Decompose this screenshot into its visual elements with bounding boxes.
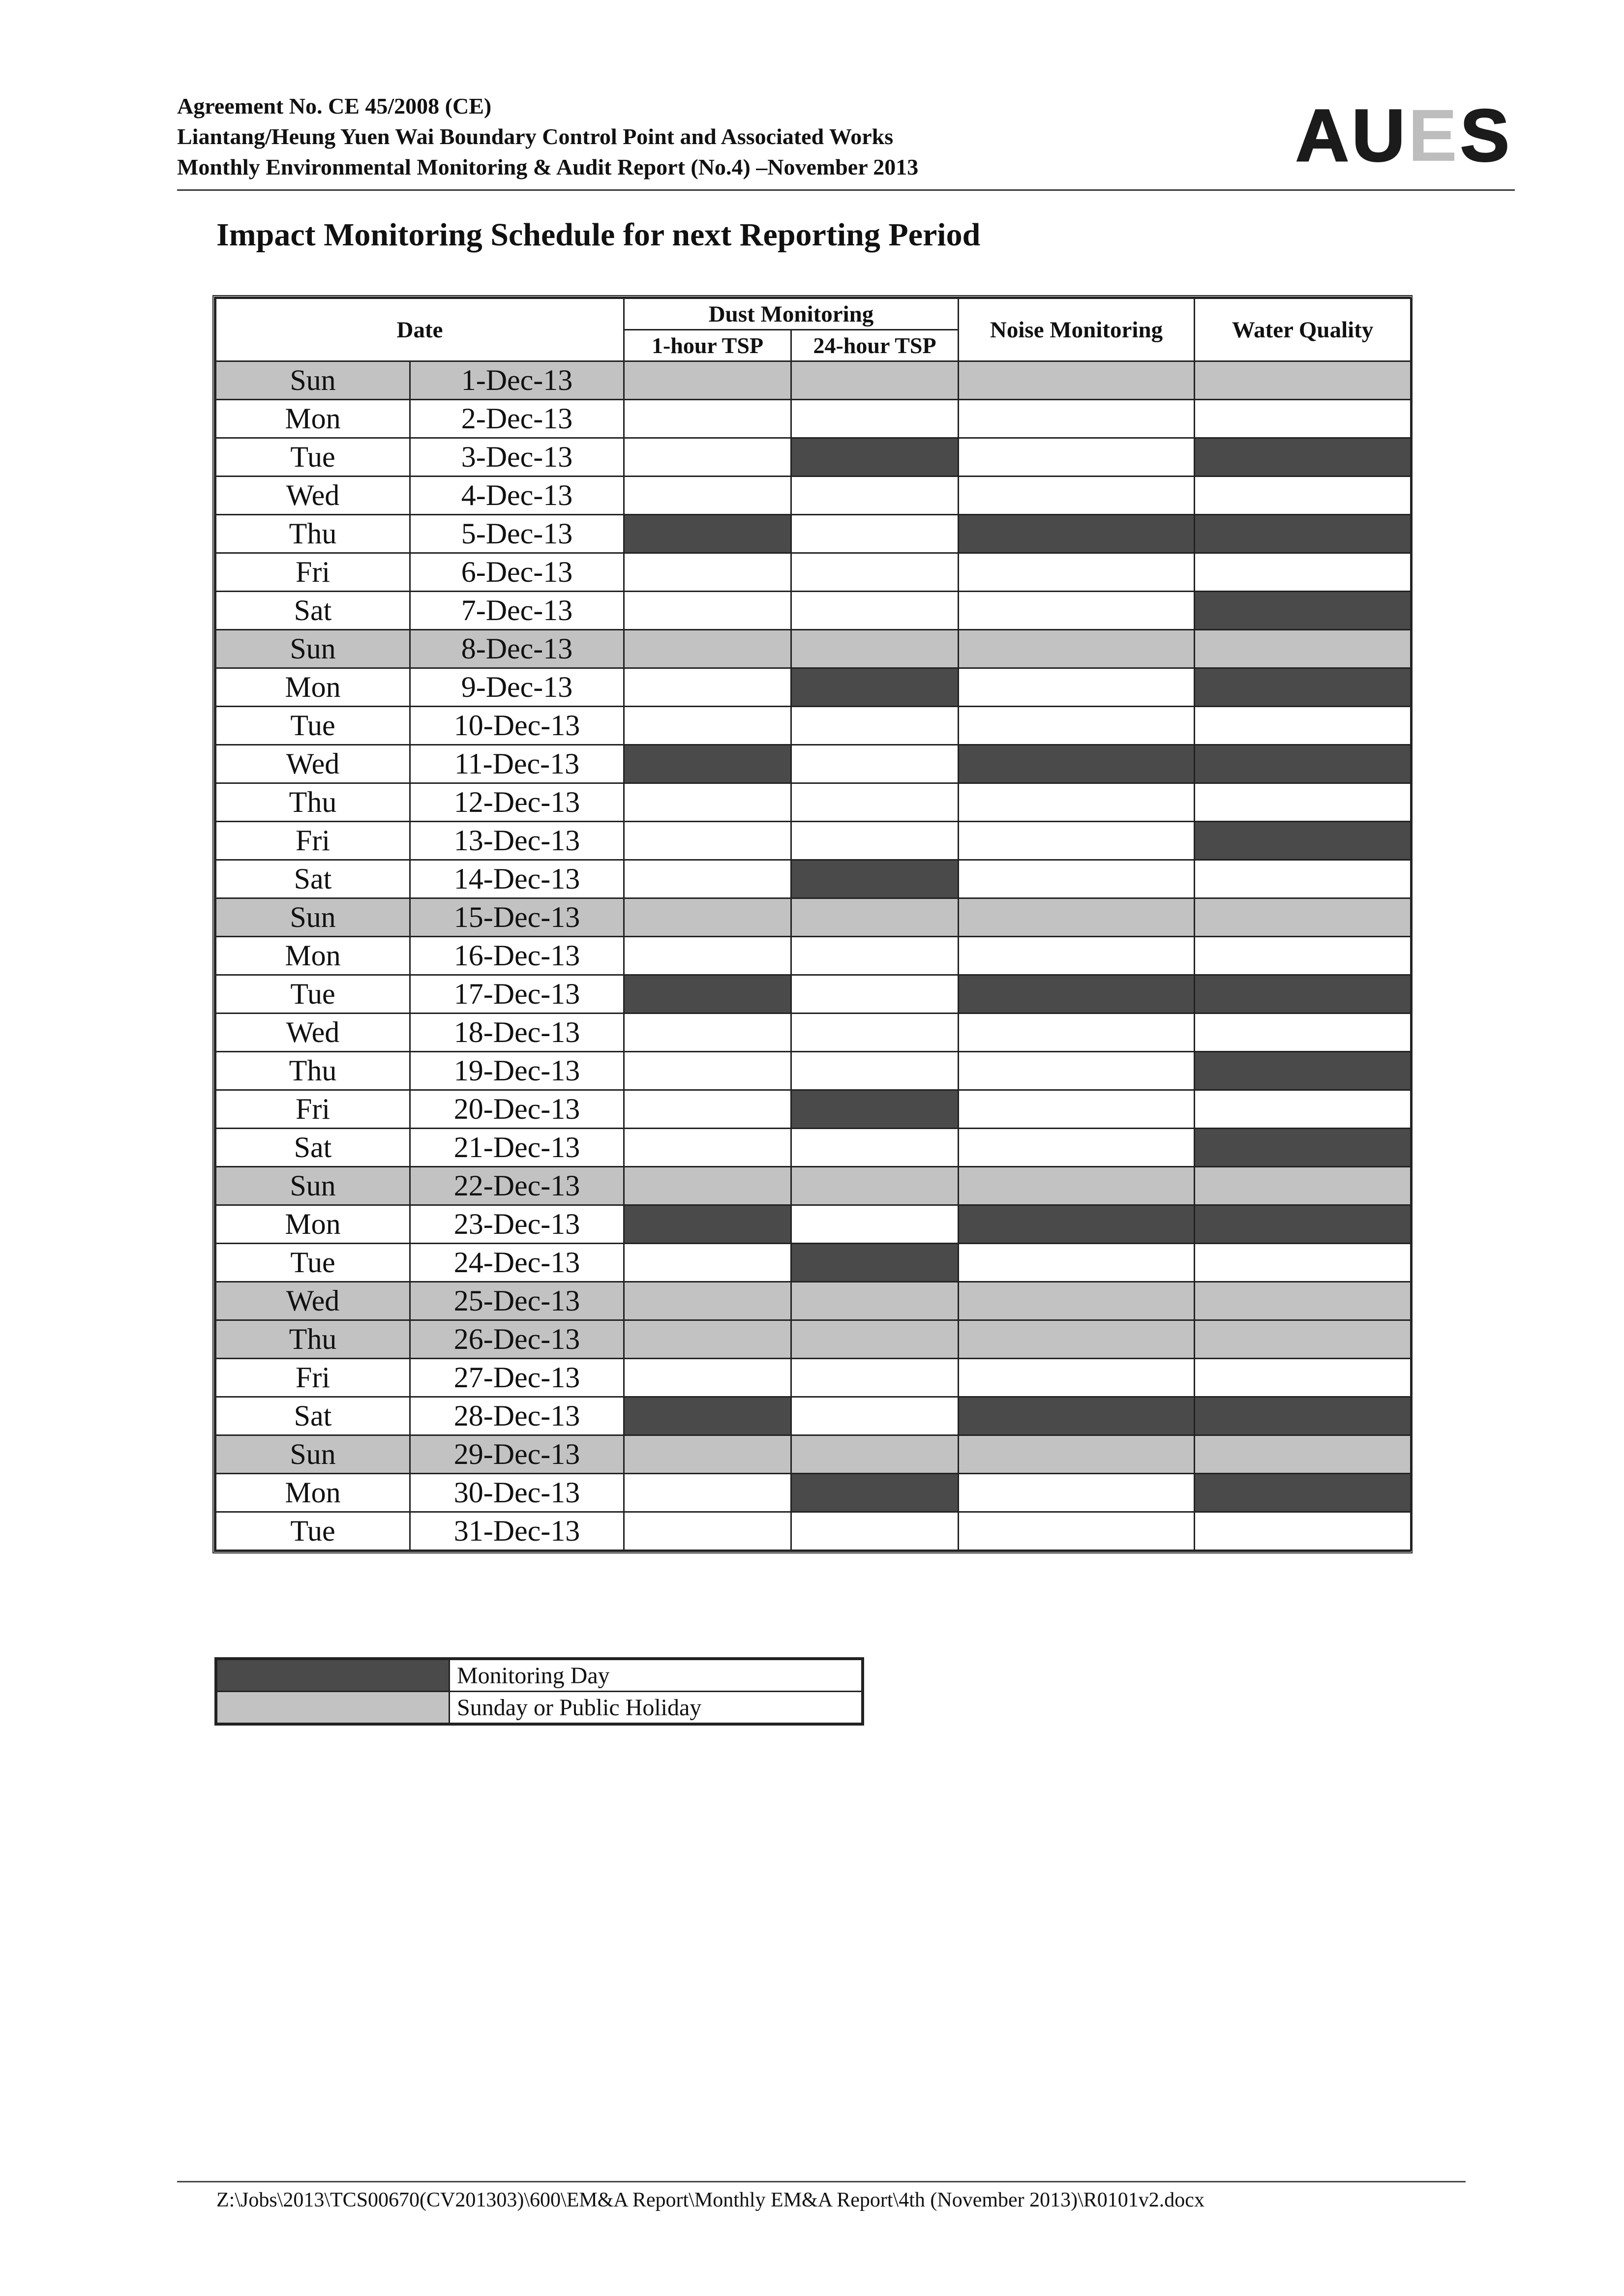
- water-cell: [1195, 1244, 1411, 1282]
- day-cell: Tue: [216, 1244, 410, 1282]
- day-cell: Fri: [216, 822, 410, 860]
- day-cell: Sun: [216, 361, 410, 400]
- water-cell: [1195, 515, 1411, 553]
- tsp1-cell: [624, 860, 791, 898]
- date-cell: 28-Dec-13: [410, 1397, 624, 1435]
- header-24-hour-tsp: 24-hour TSP: [791, 330, 959, 361]
- tsp1-cell: [624, 707, 791, 745]
- tsp1-cell: [624, 1205, 791, 1244]
- day-cell: Sat: [216, 1129, 410, 1167]
- legend-swatch-holiday: [217, 1692, 450, 1724]
- logo-letter: A: [1295, 93, 1352, 177]
- table-row: [216, 438, 1411, 477]
- noise-cell: [959, 745, 1195, 783]
- tsp24-cell: [791, 975, 959, 1014]
- date-cell: 4-Dec-13: [410, 477, 624, 515]
- day-cell: Sun: [216, 1435, 410, 1474]
- table-row: [216, 515, 1411, 553]
- day-cell: Fri: [216, 553, 410, 592]
- day-cell: Sat: [216, 1397, 410, 1435]
- water-cell: [1195, 1052, 1411, 1090]
- date-cell: 12-Dec-13: [410, 783, 624, 822]
- day-cell: Tue: [216, 707, 410, 745]
- noise-cell: [959, 822, 1195, 860]
- tsp1-cell: [624, 361, 791, 400]
- tsp1-cell: [624, 1052, 791, 1090]
- table-row: [216, 630, 1411, 668]
- table-row: [216, 898, 1411, 937]
- date-cell: 18-Dec-13: [410, 1014, 624, 1052]
- date-cell: 16-Dec-13: [410, 937, 624, 975]
- water-cell: [1195, 1282, 1411, 1320]
- water-cell: [1195, 745, 1411, 783]
- day-cell: Mon: [216, 400, 410, 438]
- tsp1-cell: [624, 1129, 791, 1167]
- water-cell: [1195, 1512, 1411, 1551]
- tsp24-cell: [791, 1090, 959, 1129]
- day-cell: Sat: [216, 592, 410, 630]
- day-cell: Mon: [216, 1205, 410, 1244]
- header-date: Date: [216, 298, 624, 361]
- tsp24-cell: [791, 553, 959, 592]
- tsp1-cell: [624, 1359, 791, 1397]
- legend-swatch-monitoring: [217, 1660, 450, 1692]
- noise-cell: [959, 707, 1195, 745]
- date-cell: 5-Dec-13: [410, 515, 624, 553]
- schedule-body: [216, 361, 1411, 1551]
- day-cell: Mon: [216, 1474, 410, 1512]
- day-cell: Fri: [216, 1090, 410, 1129]
- table-row: [216, 822, 1411, 860]
- tsp1-cell: [624, 937, 791, 975]
- water-cell: [1195, 592, 1411, 630]
- date-cell: 26-Dec-13: [410, 1320, 624, 1359]
- logo-letter: U: [1352, 93, 1408, 177]
- table-row: [216, 361, 1411, 400]
- noise-cell: [959, 515, 1195, 553]
- date-cell: 30-Dec-13: [410, 1474, 624, 1512]
- date-cell: 25-Dec-13: [410, 1282, 624, 1320]
- date-cell: 23-Dec-13: [410, 1205, 624, 1244]
- water-cell: [1195, 477, 1411, 515]
- table-row: [216, 1129, 1411, 1167]
- tsp24-cell: [791, 1474, 959, 1512]
- table-row: [216, 1474, 1411, 1512]
- water-cell: [1195, 1474, 1411, 1512]
- water-cell: [1195, 707, 1411, 745]
- day-cell: Thu: [216, 783, 410, 822]
- water-cell: [1195, 361, 1411, 400]
- tsp1-cell: [624, 668, 791, 707]
- day-cell: Mon: [216, 668, 410, 707]
- water-cell: [1195, 898, 1411, 937]
- tsp24-cell: [791, 592, 959, 630]
- logo-letter: E: [1408, 93, 1460, 177]
- noise-cell: [959, 975, 1195, 1014]
- tsp24-cell: [791, 1205, 959, 1244]
- tsp24-cell: [791, 477, 959, 515]
- tsp24-cell: [791, 1244, 959, 1282]
- table-row: [216, 1282, 1411, 1320]
- water-cell: [1195, 860, 1411, 898]
- noise-cell: [959, 361, 1195, 400]
- noise-cell: [959, 1052, 1195, 1090]
- water-cell: [1195, 1320, 1411, 1359]
- day-cell: Thu: [216, 515, 410, 553]
- date-cell: 2-Dec-13: [410, 400, 624, 438]
- day-cell: Sun: [216, 1167, 410, 1205]
- tsp24-cell: [791, 1014, 959, 1052]
- noise-cell: [959, 1512, 1195, 1551]
- table-row: [216, 707, 1411, 745]
- date-cell: 15-Dec-13: [410, 898, 624, 937]
- tsp1-cell: [624, 553, 791, 592]
- tsp1-cell: [624, 745, 791, 783]
- tsp24-cell: [791, 400, 959, 438]
- water-cell: [1195, 630, 1411, 668]
- header-water-quality: Water Quality: [1195, 298, 1411, 361]
- tsp1-cell: [624, 898, 791, 937]
- date-cell: 21-Dec-13: [410, 1129, 624, 1167]
- day-cell: Sun: [216, 898, 410, 937]
- project-name: Liantang/Heung Yuen Wai Boundary Control Point and Associated Works: [177, 124, 894, 149]
- table-row: [216, 1014, 1411, 1052]
- date-cell: 1-Dec-13: [410, 361, 624, 400]
- day-cell: Sat: [216, 860, 410, 898]
- logo-letter: S: [1460, 93, 1512, 177]
- noise-cell: [959, 1320, 1195, 1359]
- water-cell: [1195, 400, 1411, 438]
- tsp1-cell: [624, 1167, 791, 1205]
- day-cell: Sun: [216, 630, 410, 668]
- date-cell: 20-Dec-13: [410, 1090, 624, 1129]
- tsp24-cell: [791, 361, 959, 400]
- tsp1-cell: [624, 438, 791, 477]
- tsp24-cell: [791, 1512, 959, 1551]
- tsp1-cell: [624, 783, 791, 822]
- monitoring-schedule-table: [212, 295, 1413, 1553]
- tsp1-cell: [624, 1435, 791, 1474]
- date-cell: 10-Dec-13: [410, 707, 624, 745]
- table-row: [216, 553, 1411, 592]
- date-cell: 14-Dec-13: [410, 860, 624, 898]
- table-row: [216, 860, 1411, 898]
- tsp1-cell: [624, 1090, 791, 1129]
- day-cell: Wed: [216, 745, 410, 783]
- water-cell: [1195, 553, 1411, 592]
- table-row: [216, 1320, 1411, 1359]
- table-row: [216, 1052, 1411, 1090]
- tsp1-cell: [624, 630, 791, 668]
- table-row: [216, 1244, 1411, 1282]
- date-cell: 3-Dec-13: [410, 438, 624, 477]
- day-cell: Tue: [216, 975, 410, 1014]
- water-cell: [1195, 783, 1411, 822]
- water-cell: [1195, 668, 1411, 707]
- noise-cell: [959, 630, 1195, 668]
- tsp24-cell: [791, 1167, 959, 1205]
- noise-cell: [959, 1474, 1195, 1512]
- water-cell: [1195, 1167, 1411, 1205]
- table-row: [216, 1090, 1411, 1129]
- table-row: [216, 1205, 1411, 1244]
- tsp24-cell: [791, 1435, 959, 1474]
- day-cell: Thu: [216, 1320, 410, 1359]
- water-cell: [1195, 937, 1411, 975]
- water-cell: [1195, 1014, 1411, 1052]
- page-title: Impact Monitoring Schedule for next Reporting Period: [216, 217, 981, 253]
- water-cell: [1195, 1205, 1411, 1244]
- tsp24-cell: [791, 1397, 959, 1435]
- date-cell: 7-Dec-13: [410, 592, 624, 630]
- tsp1-cell: [624, 592, 791, 630]
- noise-cell: [959, 400, 1195, 438]
- day-cell: Tue: [216, 1512, 410, 1551]
- noise-cell: [959, 1435, 1195, 1474]
- tsp24-cell: [791, 707, 959, 745]
- date-cell: 19-Dec-13: [410, 1052, 624, 1090]
- aues-logo: [1286, 93, 1512, 177]
- date-cell: 29-Dec-13: [410, 1435, 624, 1474]
- tsp1-cell: [624, 1474, 791, 1512]
- water-cell: [1195, 438, 1411, 477]
- noise-cell: [959, 668, 1195, 707]
- footer-divider: [177, 2181, 1466, 2182]
- tsp1-cell: [624, 477, 791, 515]
- water-cell: [1195, 1129, 1411, 1167]
- header-divider: [177, 189, 1515, 191]
- day-cell: Fri: [216, 1359, 410, 1397]
- day-cell: Wed: [216, 1014, 410, 1052]
- header-dust-monitoring: Dust Monitoring: [624, 298, 959, 330]
- water-cell: [1195, 822, 1411, 860]
- noise-cell: [959, 477, 1195, 515]
- noise-cell: [959, 1129, 1195, 1167]
- tsp24-cell: [791, 783, 959, 822]
- tsp1-cell: [624, 1282, 791, 1320]
- date-cell: 6-Dec-13: [410, 553, 624, 592]
- water-cell: [1195, 1435, 1411, 1474]
- water-cell: [1195, 1090, 1411, 1129]
- table-row: [216, 1397, 1411, 1435]
- legend-label-holiday: Sunday or Public Holiday: [450, 1692, 862, 1724]
- agreement-number: Agreement No. CE 45/2008 (CE): [177, 93, 492, 119]
- table-row: [216, 937, 1411, 975]
- table-row: [216, 975, 1411, 1014]
- date-cell: 11-Dec-13: [410, 745, 624, 783]
- noise-cell: [959, 1205, 1195, 1244]
- table-row: [216, 1359, 1411, 1397]
- noise-cell: [959, 1359, 1195, 1397]
- tsp24-cell: [791, 1052, 959, 1090]
- header-noise-monitoring: Noise Monitoring: [959, 298, 1195, 361]
- report-name: Monthly Environmental Monitoring & Audit Report (No.4) –November 2013: [177, 154, 919, 179]
- day-cell: Wed: [216, 477, 410, 515]
- legend-label-monitoring: Monitoring Day: [450, 1660, 862, 1692]
- tsp1-cell: [624, 1512, 791, 1551]
- noise-cell: [959, 783, 1195, 822]
- tsp1-cell: [624, 400, 791, 438]
- tsp24-cell: [791, 1282, 959, 1320]
- tsp24-cell: [791, 860, 959, 898]
- water-cell: [1195, 1397, 1411, 1435]
- tsp24-cell: [791, 822, 959, 860]
- tsp24-cell: [791, 1129, 959, 1167]
- tsp1-cell: [624, 1014, 791, 1052]
- day-cell: Thu: [216, 1052, 410, 1090]
- noise-cell: [959, 860, 1195, 898]
- day-cell: Tue: [216, 438, 410, 477]
- tsp1-cell: [624, 822, 791, 860]
- tsp1-cell: [624, 1397, 791, 1435]
- tsp1-cell: [624, 1244, 791, 1282]
- tsp24-cell: [791, 438, 959, 477]
- table-row: [216, 668, 1411, 707]
- date-cell: 17-Dec-13: [410, 975, 624, 1014]
- table-row: [216, 783, 1411, 822]
- table-row: [216, 400, 1411, 438]
- noise-cell: [959, 937, 1195, 975]
- noise-cell: [959, 1167, 1195, 1205]
- table-row: [216, 1167, 1411, 1205]
- noise-cell: [959, 438, 1195, 477]
- noise-cell: [959, 1244, 1195, 1282]
- date-cell: 13-Dec-13: [410, 822, 624, 860]
- noise-cell: [959, 1397, 1195, 1435]
- date-cell: 27-Dec-13: [410, 1359, 624, 1397]
- tsp24-cell: [791, 1359, 959, 1397]
- date-cell: 8-Dec-13: [410, 630, 624, 668]
- tsp1-cell: [624, 1320, 791, 1359]
- tsp24-cell: [791, 515, 959, 553]
- date-cell: 22-Dec-13: [410, 1167, 624, 1205]
- tsp24-cell: [791, 668, 959, 707]
- tsp1-cell: [624, 515, 791, 553]
- day-cell: Wed: [216, 1282, 410, 1320]
- tsp1-cell: [624, 975, 791, 1014]
- water-cell: [1195, 975, 1411, 1014]
- file-path-footer: Z:\Jobs\2013\TCS00670(CV201303)\600\EM&A Report\Monthly EM&A Report\4th (November 2013)\R0101v2.docx: [216, 2189, 1204, 2211]
- tsp24-cell: [791, 1320, 959, 1359]
- table-row: [216, 477, 1411, 515]
- tsp24-cell: [791, 630, 959, 668]
- day-cell: Mon: [216, 937, 410, 975]
- table-row: [216, 745, 1411, 783]
- date-cell: 9-Dec-13: [410, 668, 624, 707]
- noise-cell: [959, 592, 1195, 630]
- table-row: [216, 1435, 1411, 1474]
- table-row: [216, 592, 1411, 630]
- noise-cell: [959, 1282, 1195, 1320]
- date-cell: 24-Dec-13: [410, 1244, 624, 1282]
- header-1-hour-tsp: 1-hour TSP: [624, 330, 791, 361]
- noise-cell: [959, 898, 1195, 937]
- noise-cell: [959, 553, 1195, 592]
- tsp24-cell: [791, 745, 959, 783]
- date-cell: 31-Dec-13: [410, 1512, 624, 1551]
- table-row: [216, 1512, 1411, 1551]
- noise-cell: [959, 1090, 1195, 1129]
- water-cell: [1195, 1359, 1411, 1397]
- legend: [214, 1657, 864, 1726]
- tsp24-cell: [791, 937, 959, 975]
- tsp24-cell: [791, 898, 959, 937]
- noise-cell: [959, 1014, 1195, 1052]
